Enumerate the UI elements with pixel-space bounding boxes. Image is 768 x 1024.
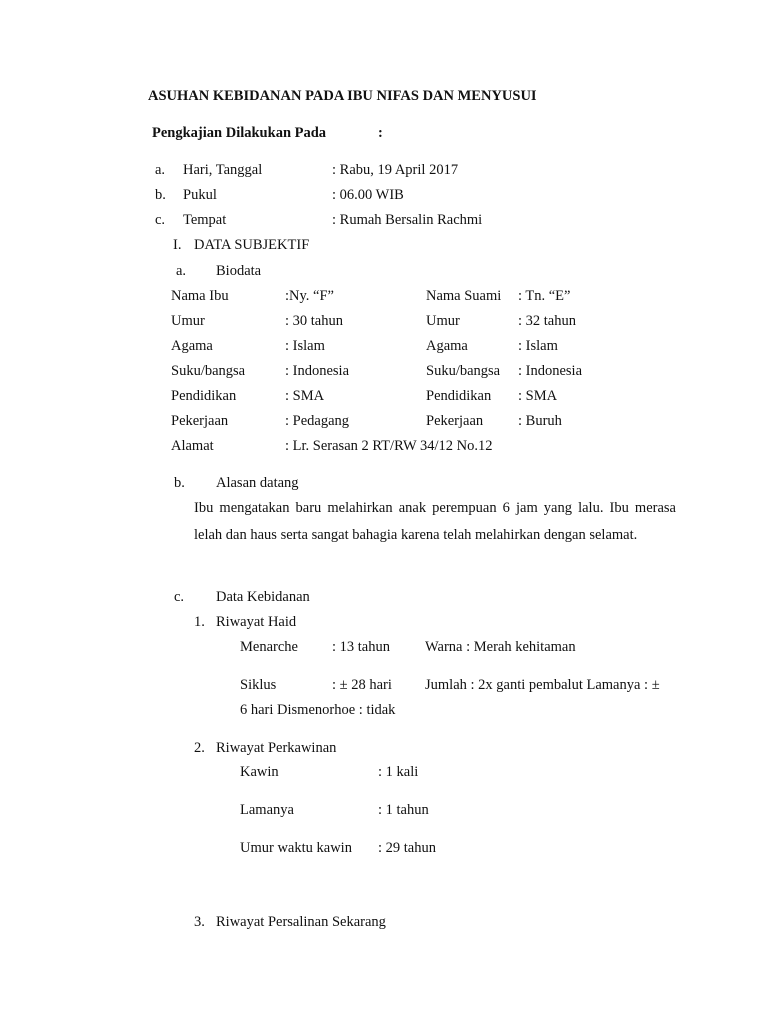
haid-number: 1. bbox=[194, 614, 205, 630]
biodata-value: : Islam bbox=[285, 338, 325, 354]
alasan-title: Alasan datang bbox=[216, 475, 299, 491]
pengkajian-colon: : bbox=[378, 125, 383, 141]
perkawinan-label: Kawin bbox=[240, 764, 279, 780]
perkawinan-value: : 1 tahun bbox=[378, 802, 429, 818]
alasan-paragraph: Ibu mengatakan baru melahirkan anak perempuan 6 jam yang lalu. Ibu merasa lelah dan haus serta sangat bahagia karena telah melahirkan dengan selamat. bbox=[194, 500, 676, 543]
persalinan-title: Riwayat Persalinan Sekarang bbox=[216, 914, 386, 930]
alamat-label: Alamat bbox=[171, 438, 214, 454]
biodata-value: : 30 tahun bbox=[285, 313, 343, 329]
menarche-label: Menarche bbox=[240, 639, 298, 655]
biodata-value: : Indonesia bbox=[285, 363, 350, 379]
section-title: DATA SUBJEKTIF bbox=[194, 237, 310, 253]
perkawinan-value: : 1 kali bbox=[378, 764, 419, 780]
persalinan-number: 3. bbox=[194, 914, 205, 930]
info-label: Tempat bbox=[183, 212, 227, 228]
biodata-label: Pekerjaan bbox=[171, 413, 229, 429]
alamat-value: : Lr. Serasan 2 RT/RW 34/12 No.12 bbox=[285, 438, 493, 454]
kebidanan-title: Data Kebidanan bbox=[216, 589, 310, 605]
info-value: : Rabu, 19 April 2017 bbox=[332, 162, 459, 178]
info-letter: a. bbox=[155, 162, 166, 178]
biodata-label: Umur bbox=[171, 313, 205, 329]
perkawinan-number: 2. bbox=[194, 740, 205, 756]
siklus-label: Siklus bbox=[240, 677, 277, 693]
info-letter: c. bbox=[155, 212, 166, 228]
document-title: ASUHAN KEBIDANAN PADA IBU NIFAS DAN MENYUSUI bbox=[148, 88, 537, 104]
info-value: : 06.00 WIB bbox=[332, 187, 404, 203]
lama-line: 6 hari Dismenorhoe : tidak bbox=[240, 702, 396, 718]
biodata-label: Suku/bangsa bbox=[171, 363, 246, 379]
perkawinan-title: Riwayat Perkawinan bbox=[216, 740, 337, 756]
biodata-label: Suku/bangsa bbox=[426, 363, 501, 379]
biodata-letter: a. bbox=[176, 263, 187, 279]
biodata-value: : Indonesia bbox=[518, 363, 583, 379]
biodata-value: : 32 tahun bbox=[518, 313, 576, 329]
biodata-label: Agama bbox=[171, 338, 213, 354]
perkawinan-value: : 29 tahun bbox=[378, 840, 436, 856]
jumlah-text: Jumlah : 2x ganti pembalut Lamanya : ± bbox=[425, 677, 660, 693]
biodata-label: Pendidikan bbox=[426, 388, 492, 404]
info-label: Pukul bbox=[183, 187, 217, 203]
biodata-value: : Tn. “E” bbox=[518, 288, 571, 304]
biodata-label: Umur bbox=[426, 313, 460, 329]
biodata-label: Nama Ibu bbox=[171, 288, 229, 304]
biodata-label: Pekerjaan bbox=[426, 413, 484, 429]
biodata-label: Nama Suami bbox=[426, 288, 502, 304]
biodata-label: Agama bbox=[426, 338, 468, 354]
section-number: I. bbox=[173, 237, 182, 253]
warna-text: Warna : Merah kehitaman bbox=[425, 639, 576, 655]
kebidanan-letter: c. bbox=[174, 589, 185, 605]
haid-title: Riwayat Haid bbox=[216, 614, 297, 630]
biodata-value: : SMA bbox=[518, 388, 558, 404]
biodata-value: : Islam bbox=[518, 338, 558, 354]
biodata-title: Biodata bbox=[216, 263, 262, 279]
biodata-label: Pendidikan bbox=[171, 388, 237, 404]
info-letter: b. bbox=[155, 187, 166, 203]
biodata-value: : SMA bbox=[285, 388, 325, 404]
perkawinan-label: Umur waktu kawin bbox=[240, 840, 352, 856]
biodata-value: : Buruh bbox=[518, 413, 562, 429]
biodata-value: :Ny. “F” bbox=[285, 288, 334, 304]
info-label: Hari, Tanggal bbox=[183, 162, 263, 178]
alasan-letter: b. bbox=[174, 475, 185, 491]
pengkajian-label: Pengkajian Dilakukan Pada bbox=[152, 125, 327, 141]
info-value: : Rumah Bersalin Rachmi bbox=[332, 212, 483, 228]
menarche-value: : 13 tahun bbox=[332, 639, 390, 655]
siklus-value: : ± 28 hari bbox=[332, 677, 392, 693]
biodata-value: : Pedagang bbox=[285, 413, 350, 429]
perkawinan-label: Lamanya bbox=[240, 802, 294, 818]
